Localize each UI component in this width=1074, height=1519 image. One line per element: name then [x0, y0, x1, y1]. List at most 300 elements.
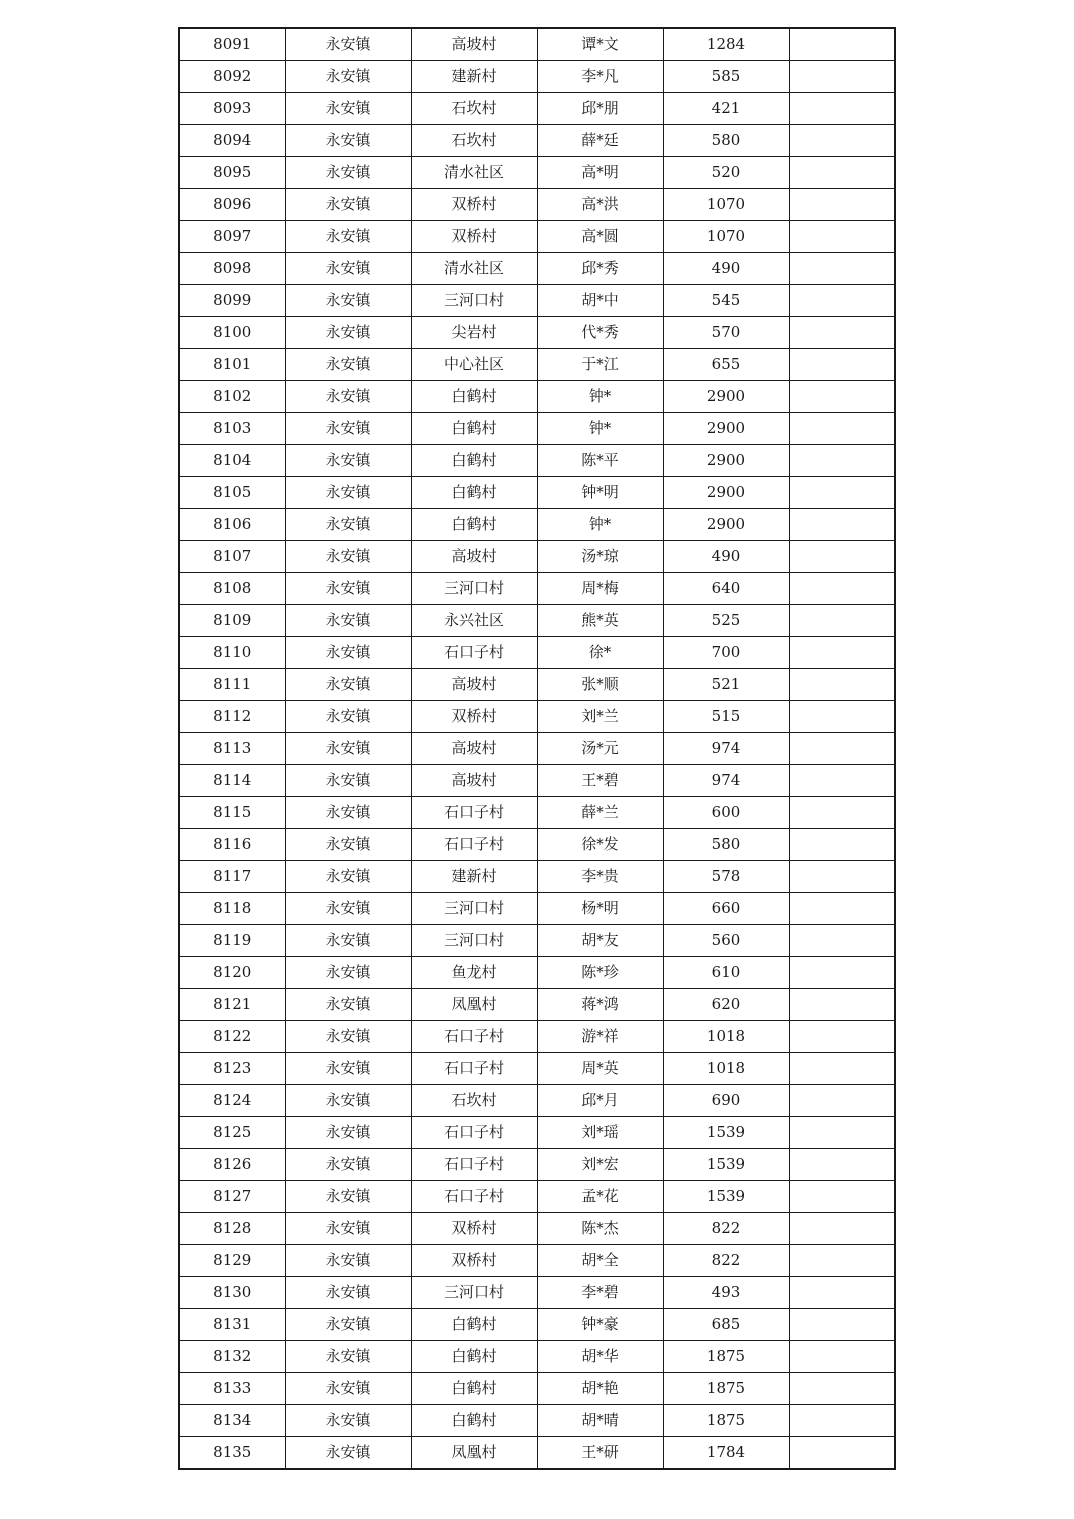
note-cell [789, 93, 895, 125]
town-cell: 永安镇 [285, 669, 411, 701]
village-cell: 白鹤村 [411, 1309, 537, 1341]
village-cell: 尖岩村 [411, 317, 537, 349]
amount-cell: 1539 [663, 1117, 789, 1149]
note-cell [789, 1213, 895, 1245]
note-cell [789, 637, 895, 669]
seq-number-cell: 8094 [179, 125, 285, 157]
name-cell: 高*圆 [537, 221, 663, 253]
note-cell [789, 573, 895, 605]
seq-number-cell: 8101 [179, 349, 285, 381]
name-cell: 薛*兰 [537, 797, 663, 829]
table-row [179, 221, 895, 253]
note-cell [789, 1245, 895, 1277]
seq-number-cell: 8129 [179, 1245, 285, 1277]
amount-cell: 578 [663, 861, 789, 893]
name-cell: 孟*花 [537, 1181, 663, 1213]
village-cell: 高坡村 [411, 733, 537, 765]
amount-cell: 2900 [663, 509, 789, 541]
seq-number-cell: 8118 [179, 893, 285, 925]
table-row [179, 861, 895, 893]
seq-number-cell: 8110 [179, 637, 285, 669]
amount-cell: 545 [663, 285, 789, 317]
note-cell [789, 1117, 895, 1149]
name-cell: 胡*中 [537, 285, 663, 317]
seq-number-cell: 8120 [179, 957, 285, 989]
table-row [179, 1341, 895, 1373]
table-row [179, 285, 895, 317]
table-row [179, 1021, 895, 1053]
village-cell: 永兴社区 [411, 605, 537, 637]
table-row [179, 1373, 895, 1405]
table-row [179, 797, 895, 829]
note-cell [789, 957, 895, 989]
town-cell: 永安镇 [285, 957, 411, 989]
seq-number-cell: 8122 [179, 1021, 285, 1053]
name-cell: 李*贵 [537, 861, 663, 893]
seq-number-cell: 8133 [179, 1373, 285, 1405]
name-cell: 张*顺 [537, 669, 663, 701]
town-cell: 永安镇 [285, 93, 411, 125]
seq-number-cell: 8135 [179, 1437, 285, 1470]
name-cell: 李*碧 [537, 1277, 663, 1309]
amount-cell: 640 [663, 573, 789, 605]
seq-number-cell: 8105 [179, 477, 285, 509]
amount-cell: 2900 [663, 477, 789, 509]
seq-number-cell: 8131 [179, 1309, 285, 1341]
name-cell: 杨*明 [537, 893, 663, 925]
seq-number-cell: 8132 [179, 1341, 285, 1373]
village-cell: 石口子村 [411, 1149, 537, 1181]
town-cell: 永安镇 [285, 1085, 411, 1117]
amount-cell: 520 [663, 157, 789, 189]
town-cell: 永安镇 [285, 61, 411, 93]
amount-cell: 2900 [663, 381, 789, 413]
town-cell: 永安镇 [285, 1437, 411, 1470]
name-cell: 高*洪 [537, 189, 663, 221]
seq-number-cell: 8103 [179, 413, 285, 445]
note-cell [789, 989, 895, 1021]
note-cell [789, 285, 895, 317]
table-row [179, 189, 895, 221]
amount-cell: 1875 [663, 1341, 789, 1373]
village-cell: 白鹤村 [411, 1373, 537, 1405]
town-cell: 永安镇 [285, 1309, 411, 1341]
village-cell: 石坎村 [411, 1085, 537, 1117]
table-row [179, 1405, 895, 1437]
seq-number-cell: 8119 [179, 925, 285, 957]
amount-cell: 655 [663, 349, 789, 381]
name-cell: 汤*琼 [537, 541, 663, 573]
note-cell [789, 381, 895, 413]
amount-cell: 2900 [663, 413, 789, 445]
town-cell: 永安镇 [285, 349, 411, 381]
note-cell [789, 349, 895, 381]
name-cell: 胡*艳 [537, 1373, 663, 1405]
name-cell: 胡*友 [537, 925, 663, 957]
table-row [179, 1309, 895, 1341]
name-cell: 钟*豪 [537, 1309, 663, 1341]
table-row [179, 1277, 895, 1309]
table-row [179, 349, 895, 381]
note-cell [789, 413, 895, 445]
table-row [179, 317, 895, 349]
table-row [179, 541, 895, 573]
seq-number-cell: 8124 [179, 1085, 285, 1117]
town-cell: 永安镇 [285, 829, 411, 861]
town-cell: 永安镇 [285, 1021, 411, 1053]
town-cell: 永安镇 [285, 733, 411, 765]
name-cell: 刘*瑶 [537, 1117, 663, 1149]
village-cell: 双桥村 [411, 1213, 537, 1245]
note-cell [789, 605, 895, 637]
note-cell [789, 1149, 895, 1181]
note-cell [789, 157, 895, 189]
village-cell: 建新村 [411, 861, 537, 893]
town-cell: 永安镇 [285, 1245, 411, 1277]
village-cell: 清水社区 [411, 253, 537, 285]
seq-number-cell: 8112 [179, 701, 285, 733]
note-cell [789, 1021, 895, 1053]
name-cell: 周*英 [537, 1053, 663, 1085]
note-cell [789, 1053, 895, 1085]
name-cell: 游*祥 [537, 1021, 663, 1053]
village-cell: 白鹤村 [411, 1341, 537, 1373]
town-cell: 永安镇 [285, 509, 411, 541]
seq-number-cell: 8097 [179, 221, 285, 253]
amount-cell: 1539 [663, 1181, 789, 1213]
seq-number-cell: 8123 [179, 1053, 285, 1085]
amount-cell: 822 [663, 1213, 789, 1245]
name-cell: 高*明 [537, 157, 663, 189]
name-cell: 徐* [537, 637, 663, 669]
town-cell: 永安镇 [285, 125, 411, 157]
town-cell: 永安镇 [285, 893, 411, 925]
village-cell: 石口子村 [411, 637, 537, 669]
village-cell: 高坡村 [411, 669, 537, 701]
table-row [179, 93, 895, 125]
table-row [179, 1213, 895, 1245]
table-row [179, 381, 895, 413]
table-body [179, 28, 895, 1469]
amount-cell: 585 [663, 61, 789, 93]
town-cell: 永安镇 [285, 1117, 411, 1149]
town-cell: 永安镇 [285, 637, 411, 669]
amount-cell: 1018 [663, 1021, 789, 1053]
seq-number-cell: 8130 [179, 1277, 285, 1309]
name-cell: 熊*英 [537, 605, 663, 637]
seq-number-cell: 8113 [179, 733, 285, 765]
town-cell: 永安镇 [285, 1341, 411, 1373]
name-cell: 胡*华 [537, 1341, 663, 1373]
seq-number-cell: 8108 [179, 573, 285, 605]
village-cell: 凤凰村 [411, 989, 537, 1021]
town-cell: 永安镇 [285, 1277, 411, 1309]
village-cell: 双桥村 [411, 701, 537, 733]
town-cell: 永安镇 [285, 445, 411, 477]
village-cell: 白鹤村 [411, 1405, 537, 1437]
table-row [179, 445, 895, 477]
amount-cell: 1875 [663, 1405, 789, 1437]
name-cell: 邱*朋 [537, 93, 663, 125]
town-cell: 永安镇 [285, 797, 411, 829]
village-cell: 白鹤村 [411, 509, 537, 541]
note-cell [789, 253, 895, 285]
seq-number-cell: 8102 [179, 381, 285, 413]
amount-cell: 521 [663, 669, 789, 701]
table-row [179, 733, 895, 765]
village-cell: 三河口村 [411, 573, 537, 605]
village-cell: 高坡村 [411, 541, 537, 573]
village-cell: 清水社区 [411, 157, 537, 189]
amount-cell: 660 [663, 893, 789, 925]
town-cell: 永安镇 [285, 28, 411, 61]
name-cell: 邱*秀 [537, 253, 663, 285]
table-row [179, 413, 895, 445]
table-row [179, 765, 895, 797]
name-cell: 周*梅 [537, 573, 663, 605]
town-cell: 永安镇 [285, 765, 411, 797]
amount-cell: 580 [663, 125, 789, 157]
note-cell [789, 189, 895, 221]
note-cell [789, 765, 895, 797]
name-cell: 钟* [537, 509, 663, 541]
seq-number-cell: 8121 [179, 989, 285, 1021]
village-cell: 双桥村 [411, 189, 537, 221]
village-cell: 白鹤村 [411, 445, 537, 477]
village-cell: 白鹤村 [411, 413, 537, 445]
table-row [179, 893, 895, 925]
town-cell: 永安镇 [285, 189, 411, 221]
seq-number-cell: 8134 [179, 1405, 285, 1437]
seq-number-cell: 8092 [179, 61, 285, 93]
amount-cell: 822 [663, 1245, 789, 1277]
table-row [179, 957, 895, 989]
town-cell: 永安镇 [285, 317, 411, 349]
name-cell: 胡*晴 [537, 1405, 663, 1437]
seq-number-cell: 8091 [179, 28, 285, 61]
amount-cell: 525 [663, 605, 789, 637]
amount-cell: 490 [663, 253, 789, 285]
table-row [179, 1149, 895, 1181]
note-cell [789, 1085, 895, 1117]
amount-cell: 493 [663, 1277, 789, 1309]
name-cell: 陈*平 [537, 445, 663, 477]
town-cell: 永安镇 [285, 1149, 411, 1181]
seq-number-cell: 8111 [179, 669, 285, 701]
amount-cell: 974 [663, 733, 789, 765]
note-cell [789, 1309, 895, 1341]
amount-cell: 974 [663, 765, 789, 797]
seq-number-cell: 8125 [179, 1117, 285, 1149]
town-cell: 永安镇 [285, 861, 411, 893]
amount-cell: 1284 [663, 28, 789, 61]
note-cell [789, 1341, 895, 1373]
amount-cell: 1070 [663, 189, 789, 221]
town-cell: 永安镇 [285, 157, 411, 189]
seq-number-cell: 8100 [179, 317, 285, 349]
table-row [179, 1245, 895, 1277]
amount-cell: 600 [663, 797, 789, 829]
village-cell: 高坡村 [411, 765, 537, 797]
amount-cell: 1875 [663, 1373, 789, 1405]
town-cell: 永安镇 [285, 253, 411, 285]
amount-cell: 1784 [663, 1437, 789, 1470]
seq-number-cell: 8098 [179, 253, 285, 285]
village-cell: 石口子村 [411, 1021, 537, 1053]
village-cell: 高坡村 [411, 28, 537, 61]
note-cell [789, 893, 895, 925]
table-row [179, 637, 895, 669]
name-cell: 徐*发 [537, 829, 663, 861]
note-cell [789, 317, 895, 349]
note-cell [789, 1277, 895, 1309]
table-row [179, 605, 895, 637]
town-cell: 永安镇 [285, 541, 411, 573]
note-cell [789, 669, 895, 701]
name-cell: 于*江 [537, 349, 663, 381]
table-row [179, 509, 895, 541]
note-cell [789, 1181, 895, 1213]
town-cell: 永安镇 [285, 701, 411, 733]
amount-cell: 1539 [663, 1149, 789, 1181]
amount-cell: 560 [663, 925, 789, 957]
village-cell: 凤凰村 [411, 1437, 537, 1470]
village-cell: 双桥村 [411, 1245, 537, 1277]
town-cell: 永安镇 [285, 605, 411, 637]
name-cell: 代*秀 [537, 317, 663, 349]
amount-cell: 685 [663, 1309, 789, 1341]
note-cell [789, 1437, 895, 1470]
village-cell: 石口子村 [411, 829, 537, 861]
name-cell: 谭*文 [537, 28, 663, 61]
name-cell: 陈*珍 [537, 957, 663, 989]
village-cell: 白鹤村 [411, 477, 537, 509]
town-cell: 永安镇 [285, 221, 411, 253]
table-row [179, 573, 895, 605]
town-cell: 永安镇 [285, 573, 411, 605]
name-cell: 王*碧 [537, 765, 663, 797]
note-cell [789, 861, 895, 893]
table-row [179, 1053, 895, 1085]
note-cell [789, 221, 895, 253]
note-cell [789, 829, 895, 861]
note-cell [789, 477, 895, 509]
village-cell: 三河口村 [411, 925, 537, 957]
amount-cell: 1018 [663, 1053, 789, 1085]
village-cell: 白鹤村 [411, 381, 537, 413]
seq-number-cell: 8107 [179, 541, 285, 573]
village-cell: 中心社区 [411, 349, 537, 381]
amount-cell: 421 [663, 93, 789, 125]
note-cell [789, 733, 895, 765]
amount-cell: 620 [663, 989, 789, 1021]
table-row [179, 61, 895, 93]
table-row [179, 1181, 895, 1213]
table-row [179, 1117, 895, 1149]
town-cell: 永安镇 [285, 1181, 411, 1213]
amount-cell: 490 [663, 541, 789, 573]
note-cell [789, 61, 895, 93]
seq-number-cell: 8117 [179, 861, 285, 893]
village-cell: 三河口村 [411, 1277, 537, 1309]
table-row [179, 125, 895, 157]
seq-number-cell: 8126 [179, 1149, 285, 1181]
amount-cell: 2900 [663, 445, 789, 477]
note-cell [789, 509, 895, 541]
seq-number-cell: 8114 [179, 765, 285, 797]
seq-number-cell: 8128 [179, 1213, 285, 1245]
name-cell: 钟* [537, 413, 663, 445]
table-row [179, 253, 895, 285]
note-cell [789, 445, 895, 477]
village-cell: 石口子村 [411, 797, 537, 829]
data-table [178, 27, 896, 1470]
name-cell: 陈*杰 [537, 1213, 663, 1245]
table-row [179, 1437, 895, 1470]
town-cell: 永安镇 [285, 1053, 411, 1085]
town-cell: 永安镇 [285, 1405, 411, 1437]
table-row [179, 669, 895, 701]
seq-number-cell: 8115 [179, 797, 285, 829]
amount-cell: 700 [663, 637, 789, 669]
table-row [179, 157, 895, 189]
seq-number-cell: 8099 [179, 285, 285, 317]
note-cell [789, 925, 895, 957]
seq-number-cell: 8106 [179, 509, 285, 541]
name-cell: 邱*月 [537, 1085, 663, 1117]
name-cell: 刘*宏 [537, 1149, 663, 1181]
note-cell [789, 28, 895, 61]
town-cell: 永安镇 [285, 989, 411, 1021]
seq-number-cell: 8127 [179, 1181, 285, 1213]
amount-cell: 690 [663, 1085, 789, 1117]
note-cell [789, 701, 895, 733]
note-cell [789, 125, 895, 157]
town-cell: 永安镇 [285, 925, 411, 957]
name-cell: 刘*兰 [537, 701, 663, 733]
seq-number-cell: 8096 [179, 189, 285, 221]
seq-number-cell: 8095 [179, 157, 285, 189]
village-cell: 三河口村 [411, 893, 537, 925]
seq-number-cell: 8104 [179, 445, 285, 477]
village-cell: 三河口村 [411, 285, 537, 317]
village-cell: 石坎村 [411, 93, 537, 125]
name-cell: 胡*全 [537, 1245, 663, 1277]
village-cell: 鱼龙村 [411, 957, 537, 989]
name-cell: 蒋*鸿 [537, 989, 663, 1021]
name-cell: 钟*明 [537, 477, 663, 509]
name-cell: 汤*元 [537, 733, 663, 765]
village-cell: 石口子村 [411, 1053, 537, 1085]
town-cell: 永安镇 [285, 413, 411, 445]
table-row [179, 1085, 895, 1117]
name-cell: 薛*廷 [537, 125, 663, 157]
seq-number-cell: 8093 [179, 93, 285, 125]
name-cell: 钟* [537, 381, 663, 413]
village-cell: 石口子村 [411, 1117, 537, 1149]
town-cell: 永安镇 [285, 381, 411, 413]
table-row [179, 925, 895, 957]
note-cell [789, 1373, 895, 1405]
name-cell: 王*研 [537, 1437, 663, 1470]
note-cell [789, 797, 895, 829]
village-cell: 建新村 [411, 61, 537, 93]
town-cell: 永安镇 [285, 1213, 411, 1245]
town-cell: 永安镇 [285, 285, 411, 317]
amount-cell: 515 [663, 701, 789, 733]
town-cell: 永安镇 [285, 1373, 411, 1405]
table-row [179, 477, 895, 509]
